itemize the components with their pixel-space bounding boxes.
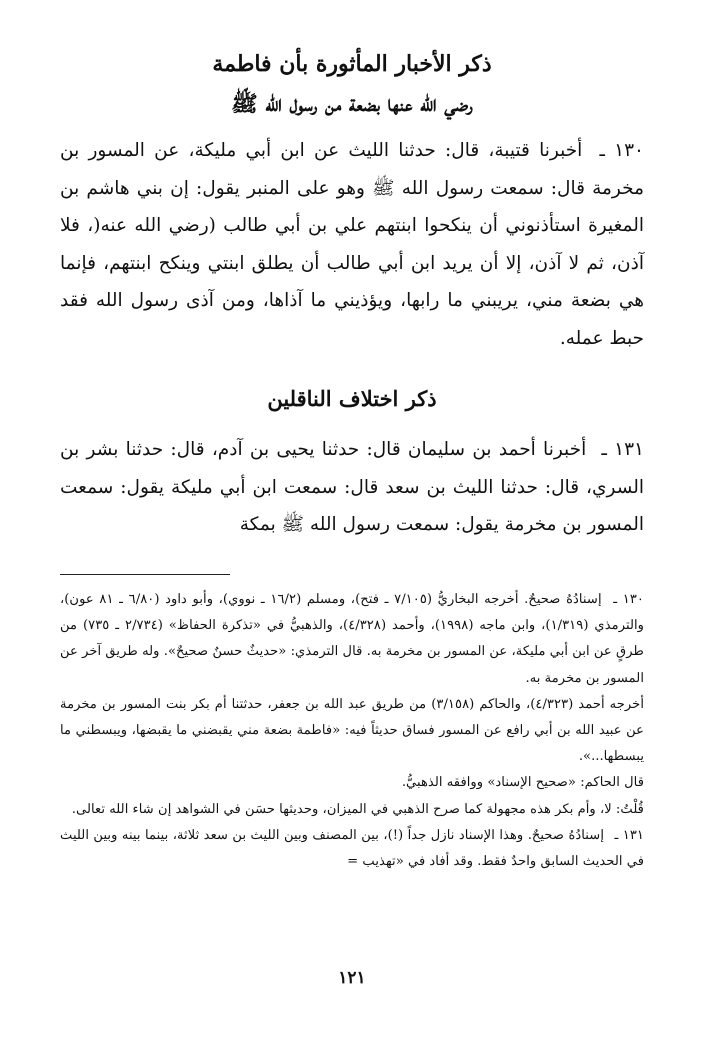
hadith-130: [60, 132, 644, 357]
footnote-number: ١٣٠ ـ: [613, 592, 645, 607]
section-title: ذكر اختلاف الناقلين: [267, 386, 437, 411]
footnote-130: [60, 587, 644, 692]
hadith-text: أخبرنا قتيبة، قال: حدثنا الليث عن ابن أبي مليكة، عن المسور بن مخرمة قال: سمعت رسول الله ﷺ وهو على المنبر يقول: إن بني هاشم بن المغيرة استأذنوني أن ينكحوا ابنتهم علي بن أبي طالب (رضي الله عنه(، فلا آذن، ثم لا آذن، إلا أن يريد ابن أبي طالب أن يطلق ابنتي وينكح ابنتهم، فإنما هي بضعة مني، يريبني ما رابها، ويؤذيني ما آذاها، ومن آذى رسول الله فقد حبط عمله.: [60, 140, 644, 349]
chapter-title: [60, 0, 644, 124]
chapter-title-line-2: رضي الله عنها بضعة من رسول الله ﷺ: [231, 91, 473, 117]
footnotes: [60, 587, 644, 875]
footnote-separator-wrap: [60, 544, 644, 588]
hadith-text: أخبرنا أحمد بن سليمان قال: حدثنا يحيى بن آدم، قال: حدثنا بشر بن السري، قال: حدثنا الليث بن سعد قال: سمعت ابن أبي مليكة يقول: سمعت المسور بن مخرمة يقول: سمعت رسول الله ﷺ بمكة: [60, 439, 644, 535]
hadith-131: [60, 431, 644, 544]
footnote-number: ١٣١ ـ: [614, 827, 644, 843]
page-number: ١٢١: [338, 968, 366, 988]
hadith-number: ١٣٠ ـ: [599, 140, 644, 161]
footnote-paragraph: قال الحاكم: «صحيح الإسناد» ووافقه الذهبيُّ.: [401, 775, 644, 791]
footnote-separator: [60, 574, 230, 576]
hadith-number: ١٣١ ـ: [601, 439, 644, 460]
book-page: [60, 0, 644, 1052]
footnote-paragraph: أخرجه أحمد (٤/٣٢٣)، والحاكم (٣/١٥٨) من طريق عبد الله بن جعفر، حدثتنا أم بكر بنت المسور بن مخرمة عن عبيد الله بن أبي رافع عن المسور فساق حديثاً فيه: «فاطمة بضعة مني يقبضني ما يقبضها، ويبسطني ما يبسطها...».: [60, 696, 644, 765]
footnote-131: [60, 823, 644, 875]
footnote-paragraph: قُلْتُ: لا، وأم بكر هذه مجهولة كما صرح الذهبي في الميزان، وحديثها حسَن في الشواهد إن شاء الله تعالى.: [71, 801, 644, 817]
footnote-text: إسنادُهُ صحيحٌ. وهذا الإسناد نازل جداً (!)، بين المصنف وبين الليث بن سعد ثلاثة، بينما بينه وبين الليث في الحديث السابق واحدٌ فقط. وقد أفاد في «تهذيب =: [60, 827, 644, 870]
footnote-text: إسنادُهُ صحيحٌ. أخرجه البخاريُّ (٧/١٠٥ ـ فتح)، ومسلم (١٦/٢ ـ نووي)، وأبو داود (٦/٨٠ ـ ٨١ عون)، والترمذي (١/٣١٩)، وابن ماجه (١٩٩٨)، وأحمد (٤/٣٢٨)، والذهبيُّ في «تذكرة الحفاظ» (٢/٧٣٤ ـ ٧٣٥) من طرقٍ عن ابن أبي مليكة، عن المسور بن مخرمة به. قال الترمذي: «حديثٌ حسنٌ صحيحٌ». وله طريق آخر عن المسور بن مخرمة به.: [60, 592, 644, 686]
chapter-title-line-1: ذكر الأخبار المأثورة بأن فاطمة: [212, 51, 492, 77]
